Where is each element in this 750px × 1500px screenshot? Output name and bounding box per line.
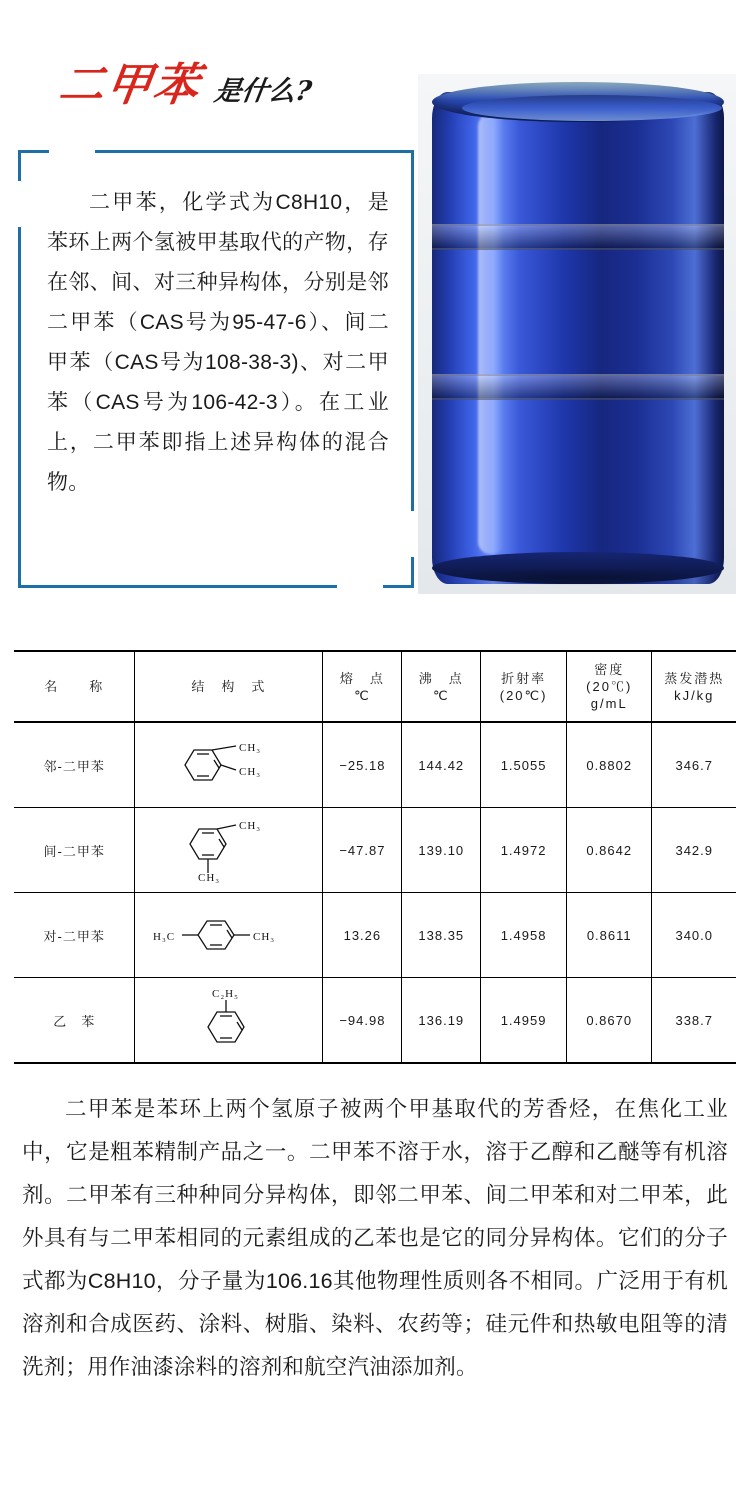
svg-text:H₃C: H₃C [152,931,176,943]
header-name: 名 称 [44,679,105,694]
svg-text:CH₃: CH₃ [238,742,262,754]
cell-name: 乙 苯 [14,978,135,1064]
cell-refractive-index: 1.4959 [481,978,567,1064]
table-body [14,722,736,1063]
cell-heat-of-vaporization: 338.7 [652,978,736,1064]
cell-name: 邻-二甲苯 [14,722,135,808]
corner-notch-bottom [337,579,383,589]
header-structure: 结 构 式 [135,651,323,721]
intro-paragraph: 二甲苯，化学式为C8H10，是苯环上两个氢被甲基取代的产物，存在邻、间、对三种异构体，分别是邻二甲苯（CAS号为95-47-6）、间二甲苯（CAS号为108-38-3)、对二甲苯（CAS号为106-42-3）。在工业上，二甲苯即指上述异构体的混合物。 [47,191,389,494]
drum-rib-upper [432,224,724,250]
svg-text:C₂H₅: C₂H₅ [211,988,239,1000]
drum-rib-lower [432,374,724,400]
description-paragraph: 二甲苯是苯环上两个氢原子被两个甲基取代的芳香烃，在焦化工业中，它是粗苯精制产品之一。二甲苯不溶于水，溶于乙醇和乙醚等有机溶剂。二甲苯有三种种同分异构体，即邻二甲苯、间二甲苯和对二甲苯，此外具有与二甲苯相同的元素组成的乙苯也是它的同分异构体。它们的分子式都为C8H10，分子量为106.16其他物理性质则各不相同。广泛用于有机溶剂和合成医药、涂料、树脂、染料、农药等；硅元件和热敏电阻等的清洗剂；用作油漆涂料的溶剂和航空汽油添加剂。 [22,1097,728,1379]
cell-melting-point: −25.18 [323,722,402,808]
drum-body [432,92,724,584]
cell-boiling-point: 136.19 [402,978,481,1064]
cell-melting-point: 13.26 [323,893,402,978]
cell-name: 对-二甲苯 [14,893,135,978]
cell-structure-para-xylene [135,893,323,978]
table-row [14,808,736,893]
cell-name: 间-二甲苯 [14,808,135,893]
ortho-xylene-structure-icon [154,734,304,796]
cell-structure-ethylbenzene [135,978,323,1064]
properties-table-wrap [14,650,736,1064]
intro-callout [18,150,414,588]
cell-structure-meta-xylene [135,808,323,893]
corner-notch-top [49,149,95,159]
table-row [14,893,736,978]
table-row [14,722,736,808]
cell-boiling-point: 139.10 [402,808,481,893]
header-boiling-point: 沸 点 ℃ [402,651,481,721]
cell-refractive-index: 1.5055 [481,722,567,808]
ethylbenzene-structure-icon [154,984,304,1056]
header-melting-point: 熔 点 ℃ [323,651,402,721]
drum-shadow [446,568,710,586]
header-heat-of-vaporization: 蒸发潜热 kJ/kg [652,651,736,721]
header-density: 密度 (20℃) g/mL [566,651,652,721]
cell-refractive-index: 1.4972 [481,808,567,893]
cell-density: 0.8670 [566,978,652,1064]
cell-heat-of-vaporization: 342.9 [652,808,736,893]
cell-melting-point: −47.87 [323,808,402,893]
cell-density: 0.8802 [566,722,652,808]
table-row [14,978,736,1064]
corner-notch-right [405,511,415,557]
svg-text:CH₃: CH₃ [252,931,276,943]
cell-heat-of-vaporization: 340.0 [652,893,736,978]
cell-structure-ortho-xylene [135,722,323,808]
para-xylene-structure-icon [149,907,309,963]
table-head [14,651,736,722]
meta-xylene-structure-icon [154,815,304,885]
cell-boiling-point: 144.42 [402,722,481,808]
svg-text:CH₃: CH₃ [238,820,262,832]
page-title: 二甲苯 [55,58,205,111]
product-photo-drum [418,74,736,594]
page-subtitle: 是什么? [212,76,314,107]
cell-density: 0.8642 [566,808,652,893]
drum-lid-inner [462,95,722,121]
corner-notch-left [17,181,27,227]
properties-table [14,650,736,1064]
cell-heat-of-vaporization: 346.7 [652,722,736,808]
intro-box-border [18,150,414,588]
cell-density: 0.8611 [566,893,652,978]
cell-refractive-index: 1.4958 [481,893,567,978]
drum-highlight [478,114,504,554]
drum-lid [432,82,724,122]
header-refractive-index: 折射率 (20℃) [481,651,567,721]
page-header [55,48,420,118]
cell-melting-point: −94.98 [323,978,402,1064]
svg-text:CH₃: CH₃ [197,872,221,884]
cell-boiling-point: 138.35 [402,893,481,978]
svg-text:CH₃: CH₃ [238,766,262,778]
table-header-row [14,651,736,721]
